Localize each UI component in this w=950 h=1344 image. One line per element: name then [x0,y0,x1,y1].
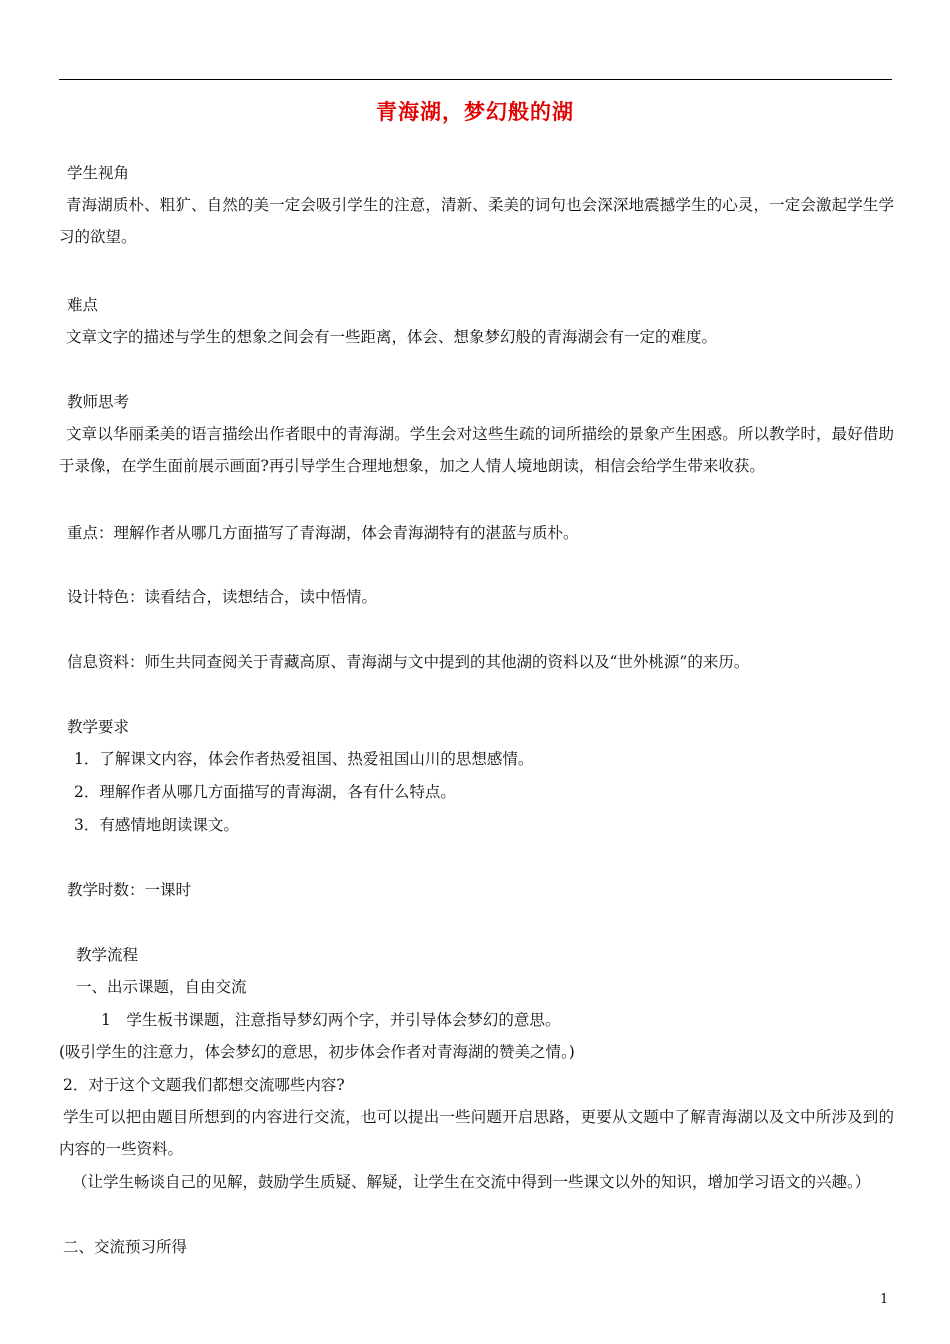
heading-difficulty: 难点 [67,296,99,314]
process-paragraph: 学生可以把由题目所想到的内容进行交流，也可以提出一些问题开启思路，更要从文题中了解青海湖以及文中所涉及到的内容的一些资料。 [59,1108,894,1158]
document-title: 青海湖，梦幻般的湖 [376,100,574,124]
heading-teacher-thinking: 教师思考 [67,393,130,411]
teaching-hours: 教学时数：一课时 [67,881,192,899]
heading-teaching-requirements: 教学要求 [67,718,130,736]
paragraph-teacher-thinking: 文章以华丽柔美的语言描绘出作者眼中的青海湖。学生会对这些生疏的词所描绘的景象产生困惑。所以教学时，最好借助于录像，在学生面前展示画面?再引导学生合理地想象，加之人情人境地朗读，相信会给学生带来收获。 [59,425,894,475]
heading-teaching-process: 教学流程 [76,946,139,964]
requirement-item: 1．了解课文内容，体会作者热爱祖国、热爱祖国山川的思想感情。 [74,750,534,768]
section-heading-two: 二、交流预习所得 [63,1238,188,1256]
key-points: 重点：理解作者从哪几方面描写了青海湖，体会青海湖特有的湛蓝与质朴。 [67,524,579,542]
process-note: （让学生畅谈自己的见解，鼓励学生质疑、解疑，让学生在交流中得到一些课文以外的知识，增加学习语文的兴趣。） [72,1173,871,1191]
process-note: (吸引学生的注意力，体会梦幻的意思，初步体会作者对青海湖的赞美之情。) [59,1043,575,1061]
process-step: 2．对于这个文题我们都想交流哪些内容? [63,1076,345,1094]
design-features: 设计特色：读看结合，读想结合，读中悟情。 [67,588,378,606]
requirement-item: 3．有感情地朗读课文。 [74,816,239,834]
information-materials: 信息资料：师生共同查阅关于青藏高原、青海湖与文中提到的其他湖的资料以及“世外桃源”的来历。 [67,653,750,671]
section-heading-one: 一、出示课题，自由交流 [76,978,247,996]
paragraph-student-perspective: 青海湖质朴、粗犷、自然的美一定会吸引学生的注意，清新、柔美的词句也会深深地震撼学生的心灵，一定会激起学生学习的欲望。 [59,196,894,246]
page-number: 1 [880,1292,889,1307]
header-rule [59,79,892,80]
process-step: 1 学生板书课题，注意指导梦幻两个字，并引导体会梦幻的意思。 [101,1011,561,1029]
heading-student-perspective: 学生视角 [67,164,130,182]
paragraph-difficulty: 文章文字的描述与学生的想象之间会有一些距离，体会、想象梦幻般的青海湖会有一定的难度。 [66,328,718,346]
requirement-item: 2．理解作者从哪几方面描写的青海湖，各有什么特点。 [74,783,456,801]
